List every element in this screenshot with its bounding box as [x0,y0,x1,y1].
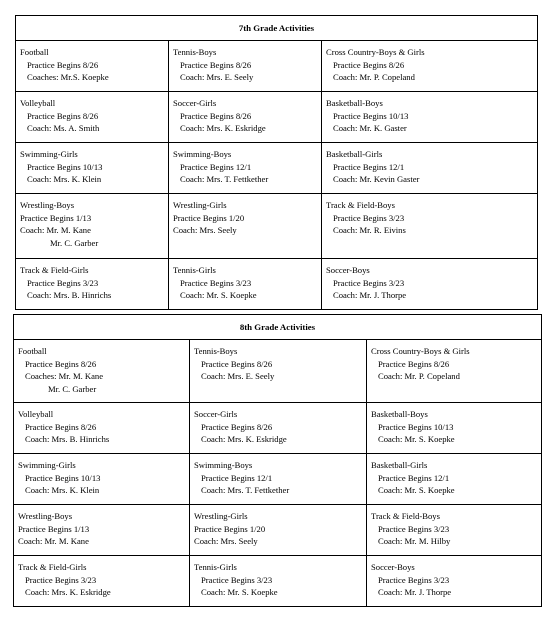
coach-additional: Mr. C. Garber [48,383,97,394]
coach: Coach: Mrs. B. Hinrichs [27,290,112,300]
practice-start: Practice Begins 8/26 [201,421,273,432]
activity-cell [322,194,538,259]
coach: Coach: Mrs. K. Eskridge [25,587,111,597]
activity-name: Swimming-Girls [18,460,76,470]
coach: Coach: Mrs. Seely [194,536,258,546]
practice-start: Practice Begins 1/20 [194,523,266,534]
coach: Coach: Mr. P. Copeland [378,371,460,381]
activity-cell [367,403,542,454]
practice-start: Practice Begins 12/1 [201,472,273,483]
practice-start: Practice Begins 1/13 [20,212,92,223]
coach: Coach: Mrs. Seely [173,225,237,235]
activity-name: Tennis-Boys [194,346,238,356]
practice-start: Practice Begins 8/26 [27,59,99,70]
coach: Coaches: Mr.S. Koepke [27,72,109,82]
coach: Coach: Mrs. T. Fettkether [201,485,290,495]
coach: Coach: Mr. J. Thorpe [378,587,452,597]
grade8-activities-table [13,314,542,607]
coach: Coach: Mrs. K. Klein [27,174,102,184]
coach: Coach: Mrs. K. Klein [25,485,100,495]
grade7-table-title: 7th Grade Activities [16,16,538,41]
activity-name: Swimming-Boys [194,460,253,470]
activity-cell [14,556,190,607]
coach: Coach: Mr. S. Koepke [378,434,455,444]
practice-start: Practice Begins 3/23 [201,574,273,585]
activity-name: Track & Field-Boys [326,200,395,210]
practice-start: Practice Begins 3/23 [378,523,450,534]
practice-start: Practice Begins 8/26 [180,59,252,70]
activity-cell [16,143,169,194]
practice-start: Practice Begins 10/13 [333,110,409,121]
activity-cell [367,556,542,607]
practice-start: Practice Begins 12/1 [333,161,405,172]
activity-name: Basketball-Boys [326,98,383,108]
activity-cell [169,194,322,259]
practice-start: Practice Begins 8/26 [333,59,405,70]
activity-cell [190,454,367,505]
practice-start: Practice Begins 3/23 [378,574,450,585]
activity-name: Football [18,346,47,356]
coach: Coach: Mr. Kevin Gaster [333,174,420,184]
activity-cell [190,403,367,454]
activity-name: Soccer-Girls [194,409,238,419]
coach-additional: Mr. C. Garber [50,237,99,248]
activity-name: Soccer-Girls [173,98,217,108]
coach: Coach: Mrs. B. Hinrichs [25,434,110,444]
activity-name: Soccer-Boys [371,562,415,572]
practice-start: Practice Begins 10/13 [378,421,454,432]
practice-start: Practice Begins 8/26 [201,358,273,369]
activity-cell [367,340,542,403]
activity-cell [169,259,322,310]
activity-cell [169,41,322,92]
activity-cell [169,143,322,194]
activity-name: Track & Field-Girls [18,562,87,572]
activity-name: Swimming-Boys [173,149,232,159]
activity-name: Wrestling-Boys [18,511,73,521]
activity-cell [169,92,322,143]
coach: Coach: Mr. S. Koepke [201,587,278,597]
activity-name: Tennis-Girls [173,265,216,275]
activity-cell [16,41,169,92]
practice-start: Practice Begins 1/20 [173,212,245,223]
activity-cell [14,403,190,454]
coach: Coach: Mr. M. Hilby [378,536,451,546]
activity-cell [190,556,367,607]
practice-start: Practice Begins 8/26 [25,421,97,432]
coach: Coach: Mr. K. Gaster [333,123,407,133]
activity-name: Volleyball [20,98,56,108]
activity-name: Swimming-Girls [20,149,78,159]
activity-name: Cross Country-Boys & Girls [371,346,470,356]
activity-name: Basketball-Boys [371,409,428,419]
practice-start: Practice Begins 8/26 [180,110,252,121]
activity-cell [16,259,169,310]
activity-cell [322,143,538,194]
grade7-activities-table [15,15,538,310]
activity-name: Wrestling-Girls [194,511,248,521]
activity-name: Soccer-Boys [326,265,370,275]
practice-start: Practice Begins 8/26 [378,358,450,369]
practice-start: Practice Begins 3/23 [333,212,405,223]
activity-name: Tennis-Girls [194,562,237,572]
activity-cell [14,340,190,403]
coach: Coach: Mrs. K. Eskridge [180,123,266,133]
practice-start: Practice Begins 10/13 [27,161,103,172]
practice-start: Practice Begins 8/26 [27,110,99,121]
activity-cell [367,454,542,505]
activity-cell [322,41,538,92]
practice-start: Practice Begins 3/23 [25,574,97,585]
activity-name: Basketball-Girls [371,460,428,470]
activity-cell [14,505,190,556]
coach: Coach: Mrs. K. Eskridge [201,434,287,444]
coach: Coach: Mr. M. Kane [18,536,89,546]
coach: Coach: Ms. A. Smith [27,123,100,133]
coach: Coach: Mr. R. Eivins [333,225,406,235]
practice-start: Practice Begins 1/13 [18,523,90,534]
practice-start: Practice Begins 3/23 [180,277,252,288]
activity-cell [322,259,538,310]
activity-name: Track & Field-Boys [371,511,440,521]
practice-start: Practice Begins 3/23 [27,277,99,288]
activity-name: Basketball-Girls [326,149,383,159]
activity-cell [190,340,367,403]
practice-start: Practice Begins 12/1 [378,472,450,483]
coach: Coach: Mrs. E. Seely [201,371,275,381]
coach: Coach: Mrs. E. Seely [180,72,254,82]
activity-cell [190,505,367,556]
practice-start: Practice Begins 8/26 [25,358,97,369]
activity-cell [14,454,190,505]
activity-name: Track & Field-Girls [20,265,89,275]
coach: Coaches: Mr. M. Kane [25,371,104,381]
activity-cell [367,505,542,556]
coach: Coach: Mrs. T. Fettkether [180,174,269,184]
activity-name: Cross Country-Boys & Girls [326,47,425,57]
coach: Coach: Mr. P. Copeland [333,72,415,82]
activity-cell [322,92,538,143]
practice-start: Practice Begins 3/23 [333,277,405,288]
coach: Coach: Mr. S. Koepke [180,290,257,300]
practice-start: Practice Begins 12/1 [180,161,252,172]
activity-name: Tennis-Boys [173,47,217,57]
activity-cell [16,194,169,259]
activity-name: Wrestling-Girls [173,200,227,210]
practice-start: Practice Begins 10/13 [25,472,101,483]
activity-cell [16,92,169,143]
activity-name: Wrestling-Boys [20,200,75,210]
coach: Coach: Mr. J. Thorpe [333,290,407,300]
activity-name: Volleyball [18,409,54,419]
activity-name: Football [20,47,49,57]
coach: Coach: Mr. M. Kane [20,225,91,235]
grade8-table-title: 8th Grade Activities [14,315,542,340]
coach: Coach: Mr. S. Koepke [378,485,455,495]
